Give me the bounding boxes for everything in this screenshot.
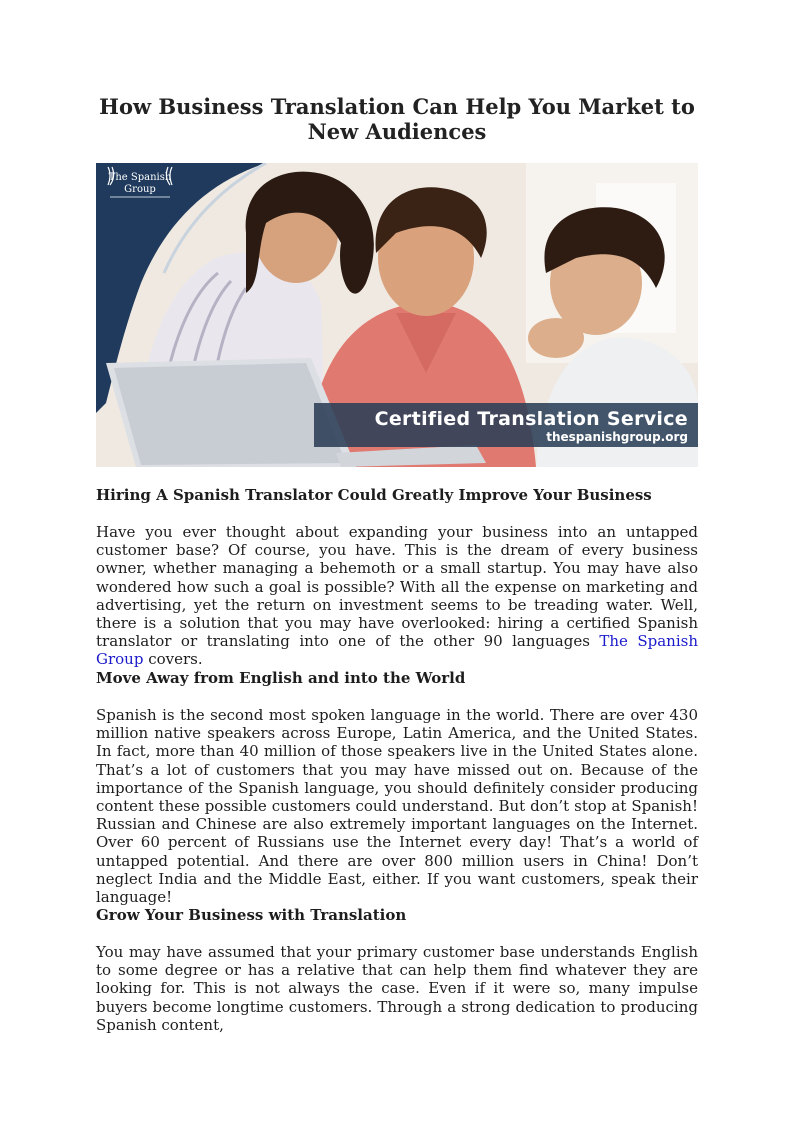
banner-url: thespanishgroup.org bbox=[546, 430, 688, 444]
section-3-paragraph: You may have assumed that your primary customer base understands English to some degree or has a relative that can help them find whatever they are looking for. This is not always the case. Even if it were so, many impulse buyers become longtime customers. Through a strong dedication to producing Spanish content, bbox=[96, 943, 698, 1034]
section-1-paragraph bbox=[96, 523, 698, 669]
section-3-heading: Grow Your Business with Translation bbox=[96, 906, 407, 924]
logo-line-1: The Spanish bbox=[108, 172, 172, 183]
logo-line-2: Group bbox=[124, 184, 156, 195]
section-1-text-end: covers. bbox=[143, 650, 203, 669]
section-2-heading: Move Away from English and into the World bbox=[96, 669, 466, 687]
banner-title: Certified Translation Service bbox=[374, 408, 688, 430]
page-title-line-1: How Business Translation Can Help You Market to bbox=[99, 94, 695, 119]
the-spanish-group-link[interactable]: The Spanish Group bbox=[96, 632, 698, 669]
page-title bbox=[96, 94, 698, 144]
section-1-text: Have you ever thought about expanding your business into an untapped customer base? Of course, you have. This is the dream of every business owner, whether managing a behemoth or a small startup. You may have also wondered how such a goal is possible? With all the expense on marketing and advertising, yet the return on investment seems to be treading water. Well, there is a solution that you may have overlooked: hiring a certified Spanish translator or translating into one of the other 90 languages bbox=[96, 523, 698, 651]
hero-image bbox=[96, 163, 698, 467]
section-1-heading: Hiring A Spanish Translator Could Greatly Improve Your Business bbox=[96, 486, 652, 504]
section-2-paragraph: Spanish is the second most spoken language in the world. There are over 430 million native speakers across Europe, Latin America, and the United States. In fact, more than 40 million of those speakers live in the United States alone. That’s a lot of customers that you may have missed out on. Because of the importance of the Spanish language, you should definitely consider producing content these possible customers could understand. But don’t stop at Spanish! Russian and Chinese are also extremely important languages on the Internet. Over 60 percent of Russians use the Internet every day! That’s a world of untapped potential. And there are over 800 million users in China! Don’t neglect India and the Middle East, either. If you want customers, speak their language! bbox=[96, 706, 698, 907]
hero-illustration bbox=[96, 163, 698, 467]
page-title-line-2: New Audiences bbox=[307, 119, 487, 144]
